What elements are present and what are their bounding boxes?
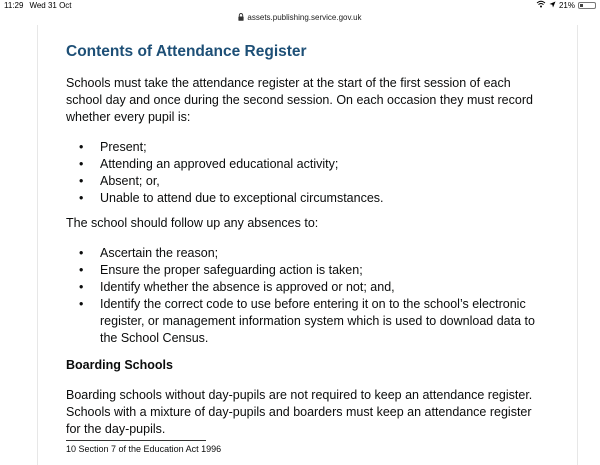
attendance-status-list [66, 139, 546, 207]
list-item: • Identify the correct code to use before entering it on to the school’s electronic register, or management information system which is used to download data to the School Census. [100, 296, 546, 347]
lock-icon [238, 12, 244, 26]
section-heading: Boarding Schools [66, 358, 173, 372]
address-bar[interactable] [0, 11, 600, 25]
url-text[interactable]: assets.publishing.service.gov.uk [247, 13, 362, 22]
status-right [536, 0, 596, 11]
list-item: • Present; [100, 139, 546, 156]
status-bar [0, 0, 600, 11]
status-left [4, 0, 72, 11]
list-item: • Unable to attend due to exceptional circumstances. [100, 190, 546, 207]
battery-icon [578, 2, 596, 9]
wifi-icon [536, 0, 546, 11]
list-item: • Attending an approved educational activity; [100, 156, 546, 173]
footnote: 10 Section 7 of the Education Act 1996 [66, 444, 222, 454]
battery-fill [580, 4, 583, 7]
list-item: • Identify whether the absence is approved or not; and, [100, 279, 546, 296]
list-item: • Ensure the proper safeguarding action is taken; [100, 262, 546, 279]
location-icon [549, 0, 556, 11]
status-date: Wed 31 Oct [29, 1, 72, 10]
footnote-divider [66, 440, 206, 441]
list-item: • Absent; or, [100, 173, 546, 190]
intro-paragraph: Schools must take the attendance register at the start of the first session of each school day and once during the second session. On each occasion they must record whether every pupil is: [66, 76, 533, 124]
page-title: Contents of Attendance Register [66, 43, 307, 60]
boarding-paragraph: Boarding schools without day-pupils are not required to keep an attendance register. Schools with a mixture of day-pupils and boarders must keep an attendance register for the day-pupils. [66, 388, 533, 436]
status-time: 11:29 [4, 1, 24, 10]
battery-percent: 21% [558, 1, 575, 10]
document-content [66, 42, 546, 451]
list-item: • Ascertain the reason; [100, 245, 546, 262]
follow-up-paragraph: The school should follow up any absences to: [66, 216, 319, 230]
follow-up-list [66, 245, 546, 347]
